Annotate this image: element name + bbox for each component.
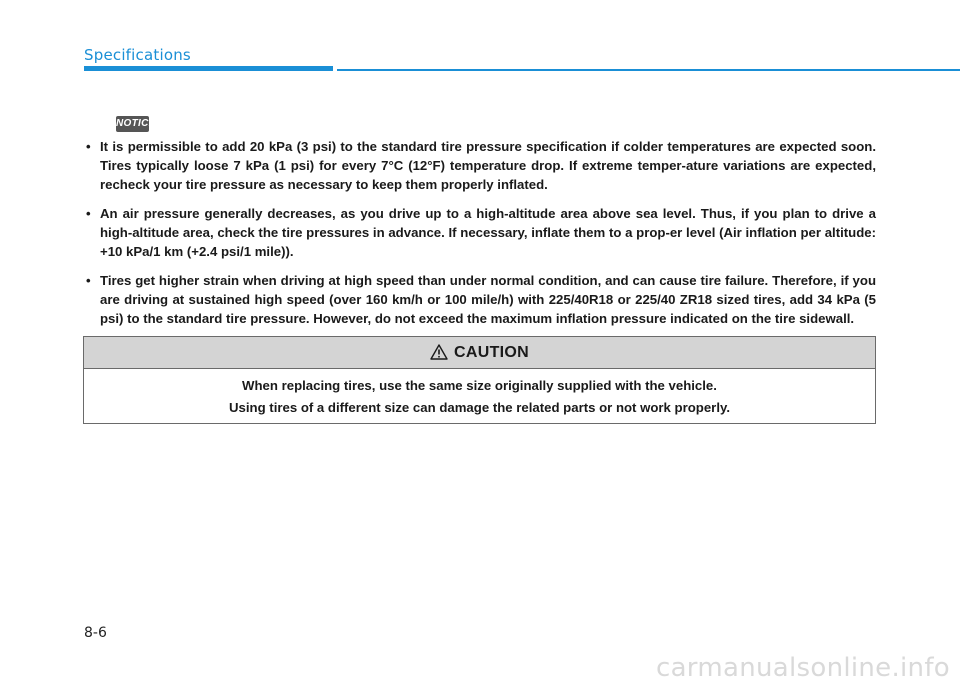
bullet: •	[86, 139, 91, 154]
notice-list	[84, 137, 876, 338]
watermark: carmanualsonline.info	[655, 653, 950, 683]
notice-item-text: It is permissible to add 20 kPa (3 psi) to the standard tire pressure specification if colder temperatures are expected soon. Tires typically loose 7 kPa (1 psi) for every 7°C (12°F) temperature drop. If extreme temper-ature variations are expected, recheck your tire pressure as necessary to keep them properly inflated.	[100, 139, 876, 192]
notice-item	[84, 204, 876, 261]
caution-line: Using tires of a different size can damage the related parts or not work properly.	[229, 400, 730, 415]
notice-badge: NOTICE	[116, 116, 149, 132]
header-rule-thick	[84, 66, 333, 71]
notice-item	[84, 137, 876, 194]
caution-body	[84, 369, 875, 419]
page-number: 8-6	[84, 625, 107, 641]
notice-item	[84, 271, 876, 328]
notice-item-text: Tires get higher strain when driving at high speed than under normal condition, and can cause tire failure. Therefore, if you are driving at sustained high speed (over 160 km/h or 100 mile/h) with 225/40R18 or 225/40 ZR18 sized tires, add 34 kPa (5 psi) to the standard tire pressure. However, do not exceed the maximum inflation pressure indicated on the tire sidewall.	[100, 273, 876, 326]
warning-triangle-icon	[430, 344, 448, 360]
caution-box	[83, 336, 876, 424]
bullet: •	[86, 206, 91, 221]
caution-header	[84, 337, 875, 369]
header-rule-thin	[337, 69, 960, 71]
caution-title: CAUTION	[454, 343, 529, 361]
bullet: •	[86, 273, 91, 288]
caution-line: When replacing tires, use the same size originally supplied with the vehicle.	[242, 378, 717, 393]
notice-item-text: An air pressure generally decreases, as you drive up to a high-altitude area above sea level. Thus, if you plan to drive a high-altitude area, check the tire pressures in advance. If necessary, inflate them to a prop-er level (Air inflation per altitude: +10 kPa/1 km (+2.4 psi/1 mile)).	[100, 206, 876, 259]
section-title: Specifications	[84, 46, 191, 64]
